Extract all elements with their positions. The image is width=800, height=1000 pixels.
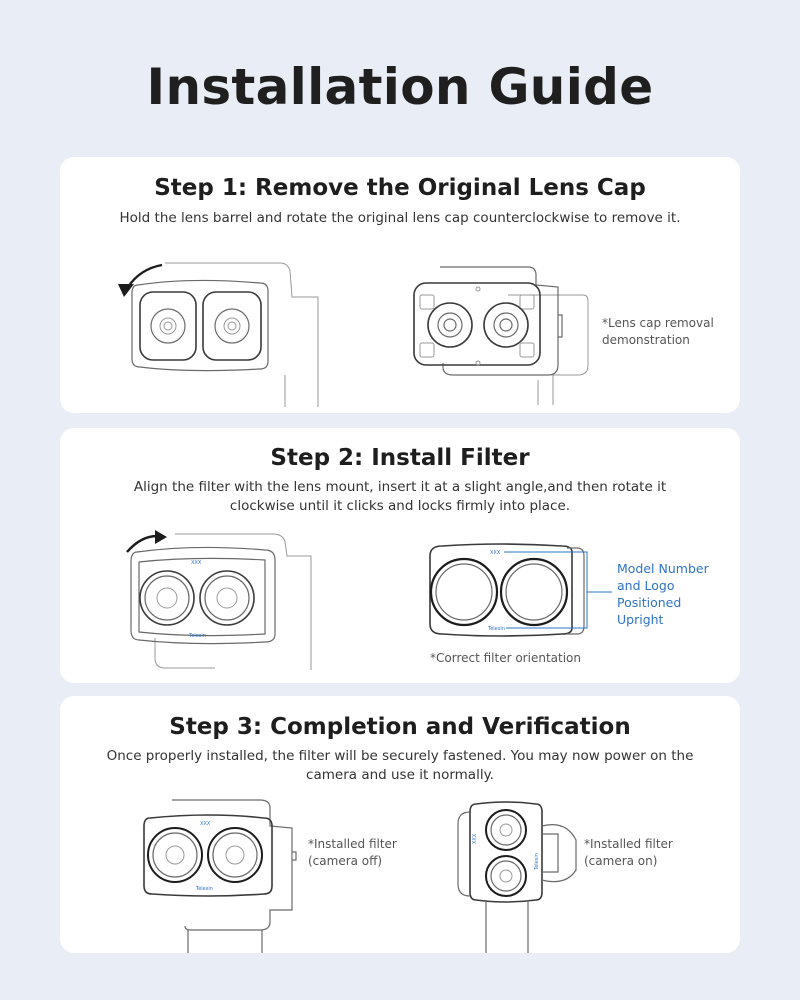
- step-2-title: Step 2: Install Filter: [270, 445, 530, 471]
- filter-install-illustration: [115, 530, 315, 670]
- step-2-note: *Correct filter orientation: [430, 651, 581, 665]
- step-2-description: Align the filter with the lens mount, insert it at a slight angle,and then rotate it clockwise until it clicks and locks firmly into place.: [133, 479, 667, 514]
- installed-filter-off-illustration: [140, 798, 300, 953]
- filter-model-label-off: XXX: [200, 821, 211, 827]
- filter-brand-label: Telesin: [189, 633, 206, 639]
- filter-brand-label-on: Telesin: [534, 853, 540, 870]
- filter-model-label-on: XXX: [472, 833, 478, 844]
- installed-filter-on-illustration: [446, 800, 586, 953]
- lens-without-cap-illustration: [408, 265, 598, 405]
- step-3-card: [60, 696, 740, 953]
- step-1-description: Hold the lens barrel and rotate the original lens cap counterclockwise to remove it.: [119, 210, 681, 226]
- clockwise-arrow-icon: [155, 530, 167, 544]
- step-1-card: [60, 157, 740, 413]
- filter-model-label: XXX: [191, 560, 202, 566]
- step-2-card: [60, 428, 740, 683]
- step-1-note: *Lens cap removal demonstration: [602, 316, 714, 347]
- page-title: Installation Guide: [146, 58, 654, 116]
- step-3-note-off: *Installed filter (camera off): [308, 837, 397, 868]
- filter-model-label-front: XXX: [490, 550, 501, 556]
- orientation-callout: Model Number and Logo Positioned Upright: [617, 561, 709, 627]
- lens-cap-rotation-illustration: [110, 257, 330, 407]
- filter-brand-label-front: Telesin: [488, 626, 505, 632]
- step-3-description: Once properly installed, the filter will be securely fastened. You may now power on the camera and use it normally.: [106, 748, 694, 783]
- filter-brand-label-off: Telesin: [196, 886, 213, 892]
- step-1-title: Step 1: Remove the Original Lens Cap: [154, 175, 646, 201]
- step-3-note-on: *Installed filter (camera on): [584, 837, 673, 868]
- step-3-title: Step 3: Completion and Verification: [169, 714, 631, 740]
